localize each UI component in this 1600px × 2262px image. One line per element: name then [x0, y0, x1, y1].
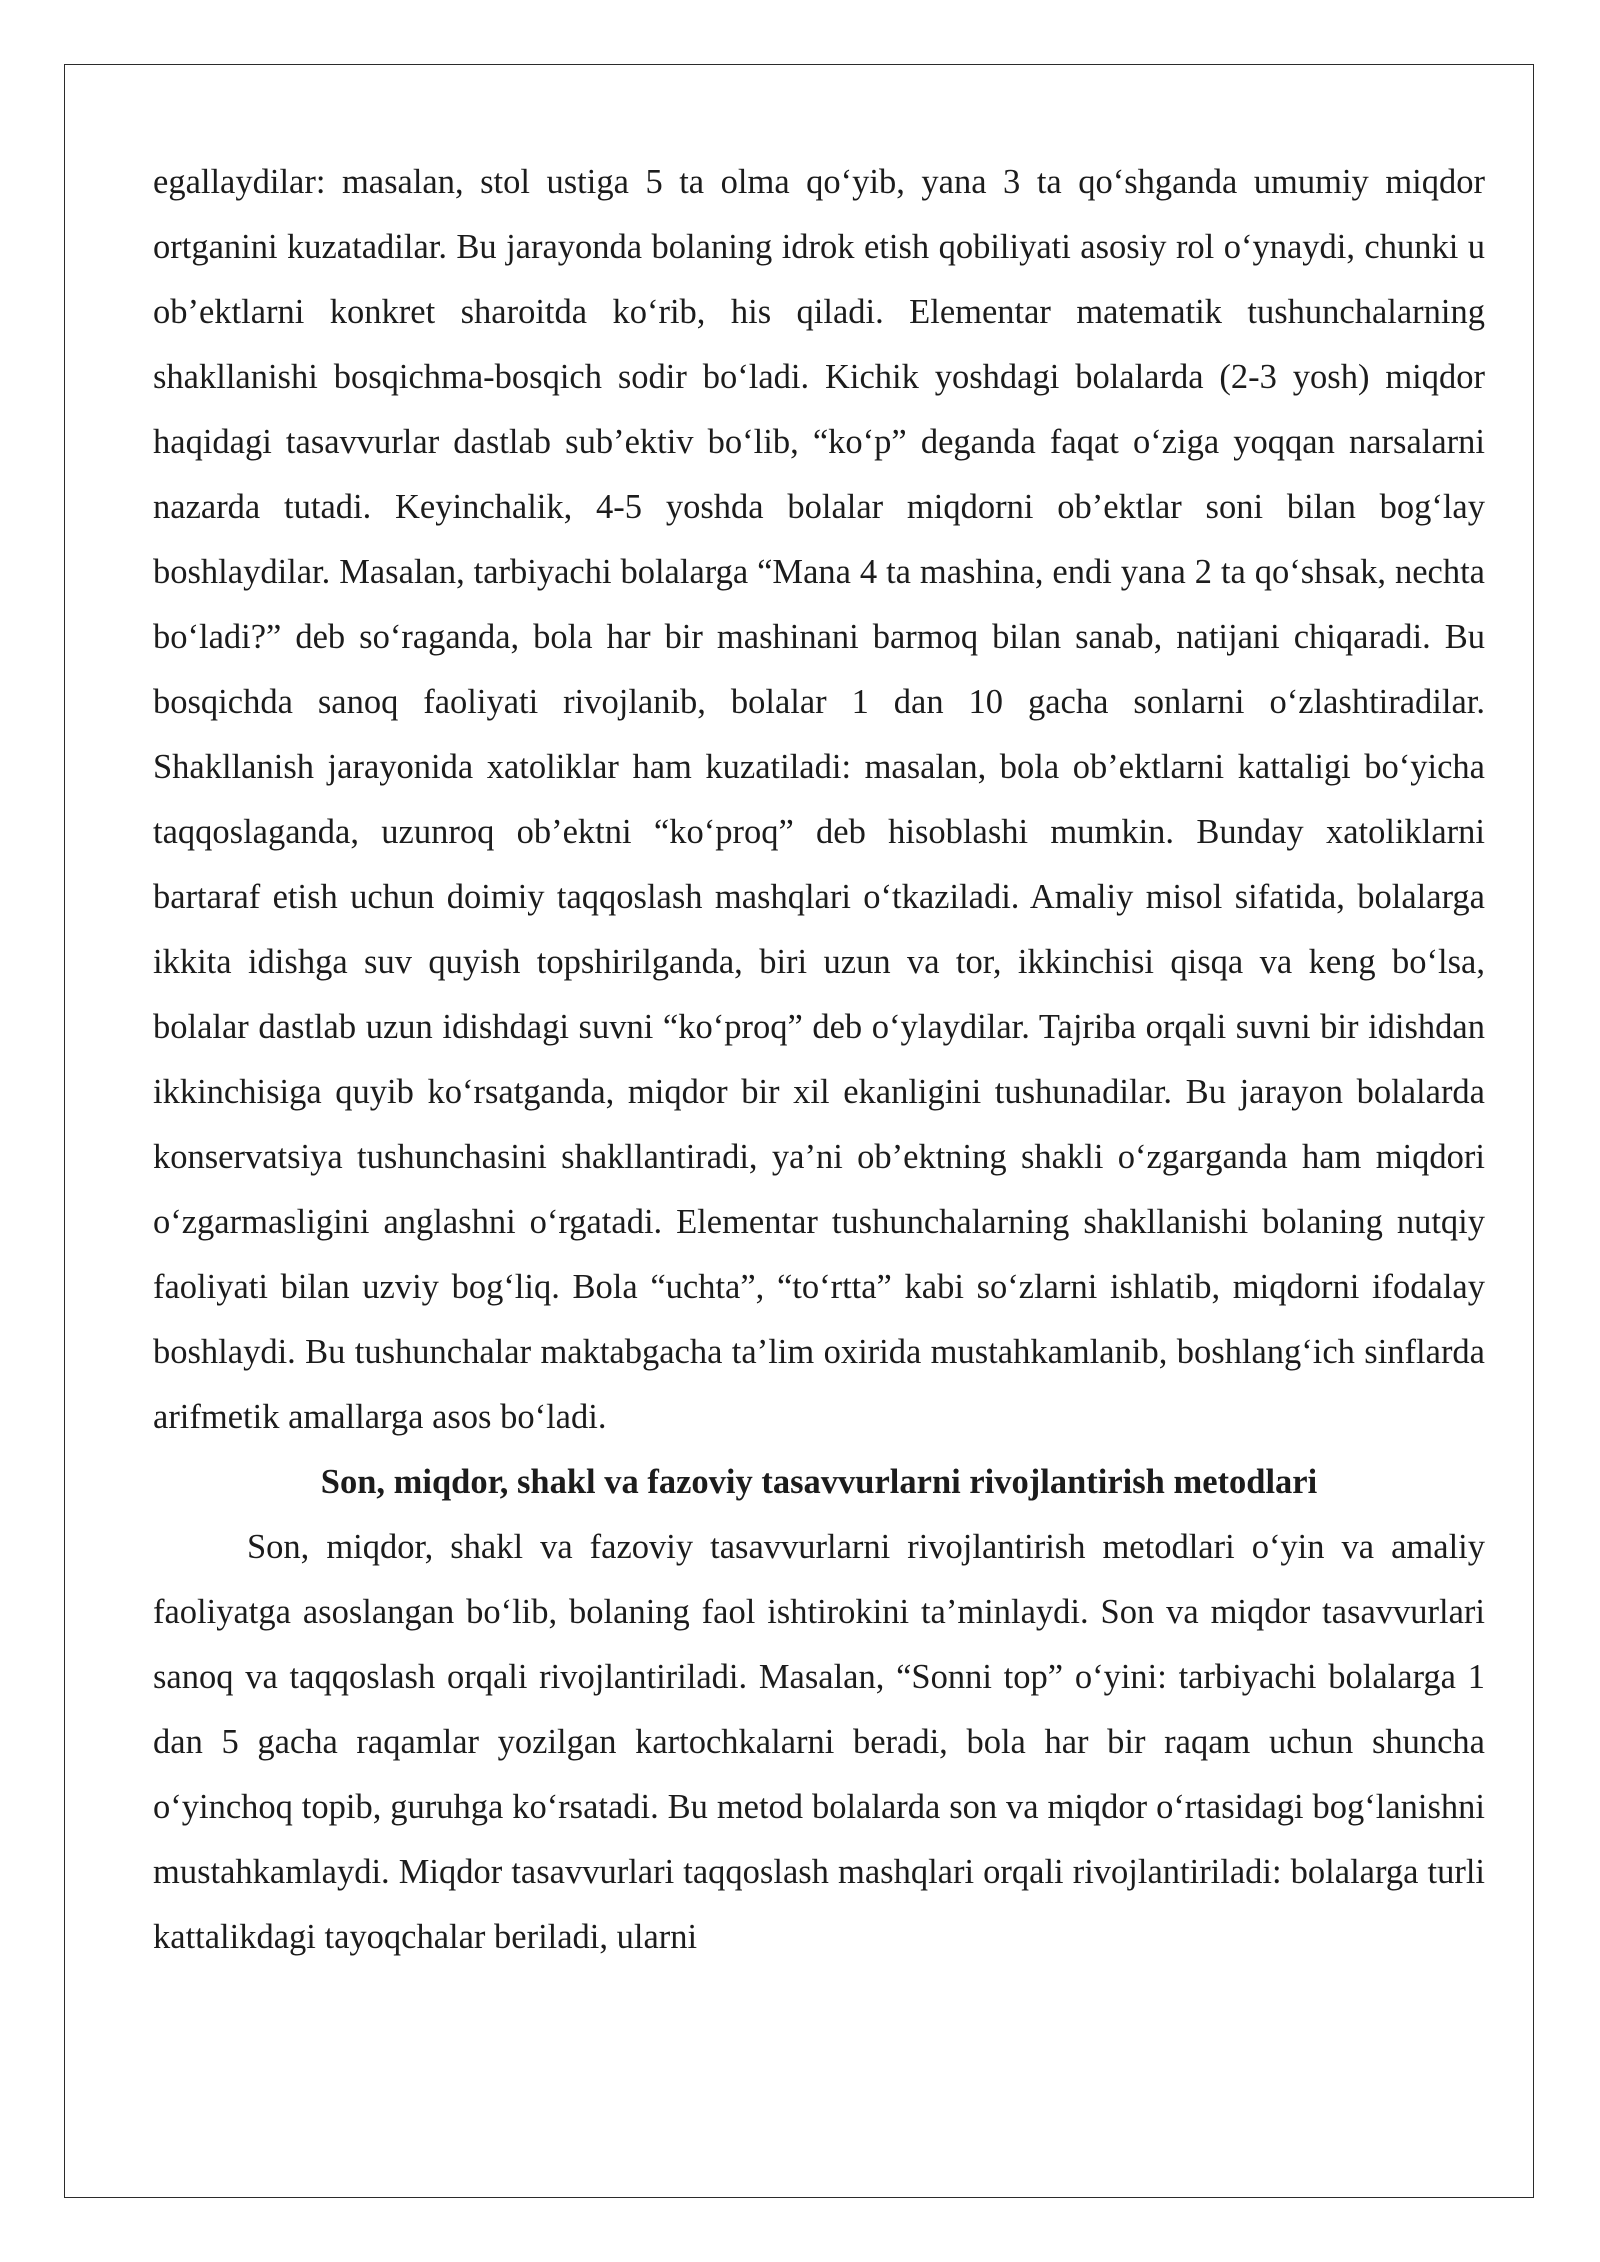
- body-paragraph-2: Son, miqdor, shakl va fazoviy tasavvurlarni rivojlantirish metodlari o‘yin va amaliy faoliyatga asoslangan bo‘lib, bolaning faol ishtirokini ta’minlaydi. Son va miqdor tasavvurlari sanoq va taqqoslash orqali rivojlantiriladi. Masalan, “Sonni top” o‘yini: tarbiyachi bolalarga 1 dan 5 gacha raqamlar yozilgan kartochkalarni beradi, bola har bir raqam uchun shuncha o‘yinchoq topib, guruhga ko‘rsatadi. Bu metod bolalarda son va miqdor o‘rtasidagi bog‘lanishni mustahkamlaydi. Miqdor tasavvurlari taqqoslash mashqlari orqali rivojlantiriladi: bolalarga turli kattalikdagi tayoqchalar beriladi, ularni: [153, 1528, 1485, 1956]
- section-heading: Son, miqdor, shakl va fazoviy tasavvurlarni rivojlantirish metodlari: [320, 1463, 1318, 1501]
- page-body: [153, 150, 1485, 1970]
- body-paragraph-1: egallaydilar: masalan, stol ustiga 5 ta olma qo‘yib, yana 3 ta qo‘shganda umumiy miqdor ortganini kuzatadilar. Bu jarayonda bolaning idrok etish qobiliyati asosiy rol o‘ynaydi, chunki u ob’ektlarni konkret sharoitda ko‘rib, his qiladi. Elementar matematik tushunchalarning shakllanishi bosqichma-bosqich sodir bo‘ladi. Kichik yoshdagi bolalarda (2-3 yosh) miqdor haqidagi tasavvurlar dastlab sub’ektiv bo‘lib, “ko‘p” deganda faqat o‘ziga yoqqan narsalarni nazarda tutadi. Keyinchalik, 4-5 yoshda bolalar miqdorni ob’ektlar soni bilan bog‘lay boshlaydilar. Masalan, tarbiyachi bolalarga “Mana 4 ta mashina, endi yana 2 ta qo‘shsak, nechta bo‘ladi?” deb so‘raganda, bola har bir mashinani barmoq bilan sanab, natijani chiqaradi. Bu bosqichda sanoq faoliyati rivojlanib, bolalar 1 dan 10 gacha sonlarni o‘zlashtiradilar. Shakllanish jarayonida xatoliklar ham kuzatiladi: masalan, bola ob’ektlarni kattaligi bo‘yicha taqqoslaganda, uzunroq ob’ektni “ko‘proq” deb hisoblashi mumkin. Bunday xatoliklarni bartaraf etish uchun doimiy taqqoslash mashqlari o‘tkaziladi. Amaliy misol sifatida, bolalarga ikkita idishga suv quyish topshirilganda, biri uzun va tor, ikkinchisi qisqa va keng bo‘lsa, bolalar dastlab uzun idishdagi suvni “ko‘proq” deb o‘ylaydilar. Tajriba orqali suvni bir idishdan ikkinchisiga quyib ko‘rsatganda, miqdor bir xil ekanligini tushunadilar. Bu jarayon bolalarda konservatsiya tushunchasini shakllantiradi, ya’ni ob’ektning shakli o‘zgarganda ham miqdori o‘zgarmasligini anglashni o‘rgatadi. Elementar tushunchalarning shakllanishi bolaning nutqiy faoliyati bilan uzviy bog‘liq. Bola “uchta”, “to‘rtta” kabi so‘zlarni ishlatib, miqdorni ifodalay boshlaydi. Bu tushunchalar maktabgacha ta’lim oxirida mustahkamlanib, boshlang‘ich sinflarda arifmetik amallarga asos bo‘ladi.: [153, 163, 1485, 1436]
